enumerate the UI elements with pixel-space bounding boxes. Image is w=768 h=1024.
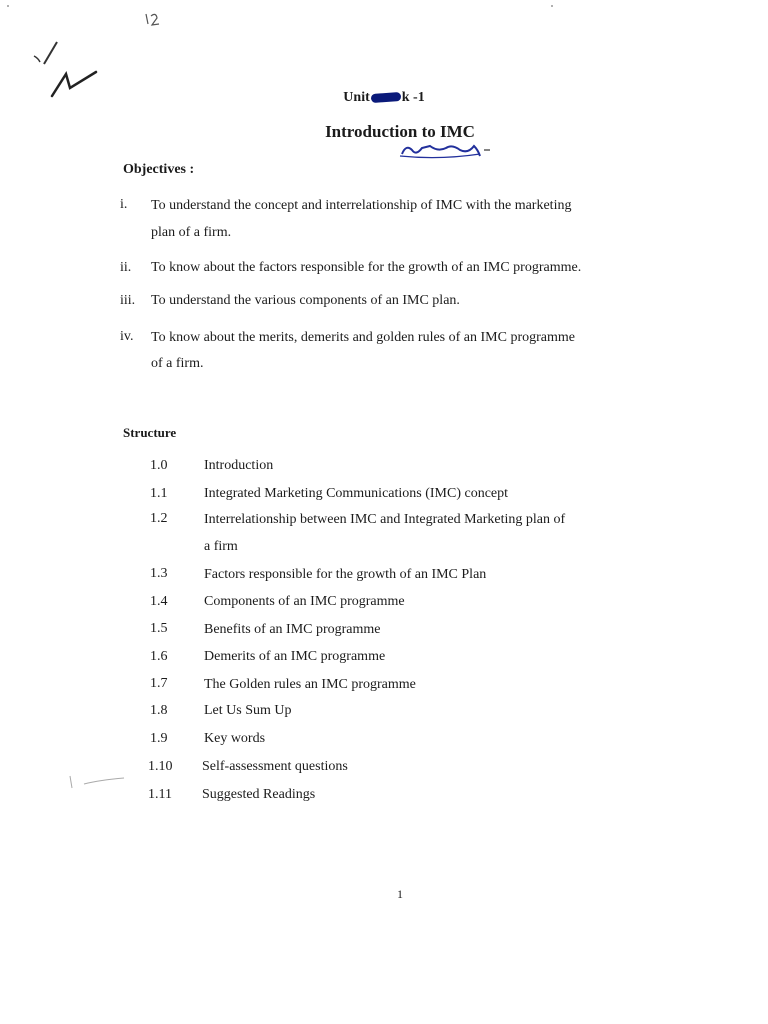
objective-text: To understand the concept and interrelationship of IMC with the marketing <box>151 198 572 213</box>
objective-text: plan of a firm. <box>151 225 232 240</box>
structure-item-number: 1.9 <box>150 731 168 746</box>
structure-item-text: Components of an IMC programme <box>204 594 405 609</box>
structure-item-number: 1.11 <box>148 787 172 802</box>
structure-item-number: 1.0 <box>150 458 168 473</box>
pencil-number-mark <box>146 14 159 25</box>
structure-item-text: Self-assessment questions <box>202 759 348 774</box>
structure-item-text: Key words <box>204 731 266 746</box>
structure-item-text: Interrelationship between IMC and Integrated Marketing plan of <box>204 512 566 527</box>
structure-item-text: a firm <box>204 539 238 554</box>
objective-number: iv. <box>120 329 134 344</box>
structure-item-text: Introduction <box>204 458 274 473</box>
blue-ink-underline <box>400 154 480 158</box>
structure-item-number: 1.1 <box>150 486 168 501</box>
unit-heading-prefix: Unit <box>343 90 370 105</box>
unit-heading-suffix: k -1 <box>401 90 425 105</box>
structure-item-text: Integrated Marketing Communications (IMC) concept <box>204 486 509 501</box>
structure-item-text: Let Us Sum Up <box>204 703 292 718</box>
objective-number: iii. <box>120 293 136 308</box>
ink-blot <box>370 92 401 103</box>
unit-heading <box>0 90 768 106</box>
structure-item-number: 1.8 <box>150 703 168 718</box>
objective-text: of a firm. <box>151 356 204 371</box>
structure-item-text: Factors responsible for the growth of an IMC Plan <box>204 567 487 582</box>
objective-number: i. <box>120 197 128 212</box>
page-number: 1 <box>397 887 403 901</box>
structure-item-text: Suggested Readings <box>202 787 316 802</box>
document-title: Introduction to IMC <box>325 122 475 141</box>
structure-item-number: 1.2 <box>150 511 168 526</box>
objective-number: ii. <box>120 260 132 275</box>
structure-item-number: 1.4 <box>150 594 168 609</box>
structure-item-number: 1.3 <box>150 566 168 581</box>
objective-text: To understand the various components of an IMC plan. <box>151 293 460 308</box>
pencil-slash-mark <box>44 42 57 64</box>
objective-text: To know about the factors responsible for the growth of an IMC programme. <box>151 260 582 275</box>
structure-item-text: The Golden rules an IMC programme <box>204 677 416 692</box>
structure-item-number: 1.7 <box>150 676 168 691</box>
structure-item-text: Demerits of an IMC programme <box>204 649 386 664</box>
structure-item-number: 1.5 <box>150 621 168 636</box>
objectives-heading: Objectives : <box>123 162 195 177</box>
structure-item-text: Benefits of an IMC programme <box>204 622 381 637</box>
structure-heading: Structure <box>123 425 177 440</box>
structure-item-number: 1.6 <box>150 649 168 664</box>
pencil-margin-mark <box>70 776 124 788</box>
structure-item-number: 1.10 <box>148 759 173 774</box>
blue-ink-scribble <box>402 146 480 156</box>
pencil-tick-mark <box>34 56 40 62</box>
objective-text: To know about the merits, demerits and golden rules of an IMC programme <box>151 330 575 345</box>
